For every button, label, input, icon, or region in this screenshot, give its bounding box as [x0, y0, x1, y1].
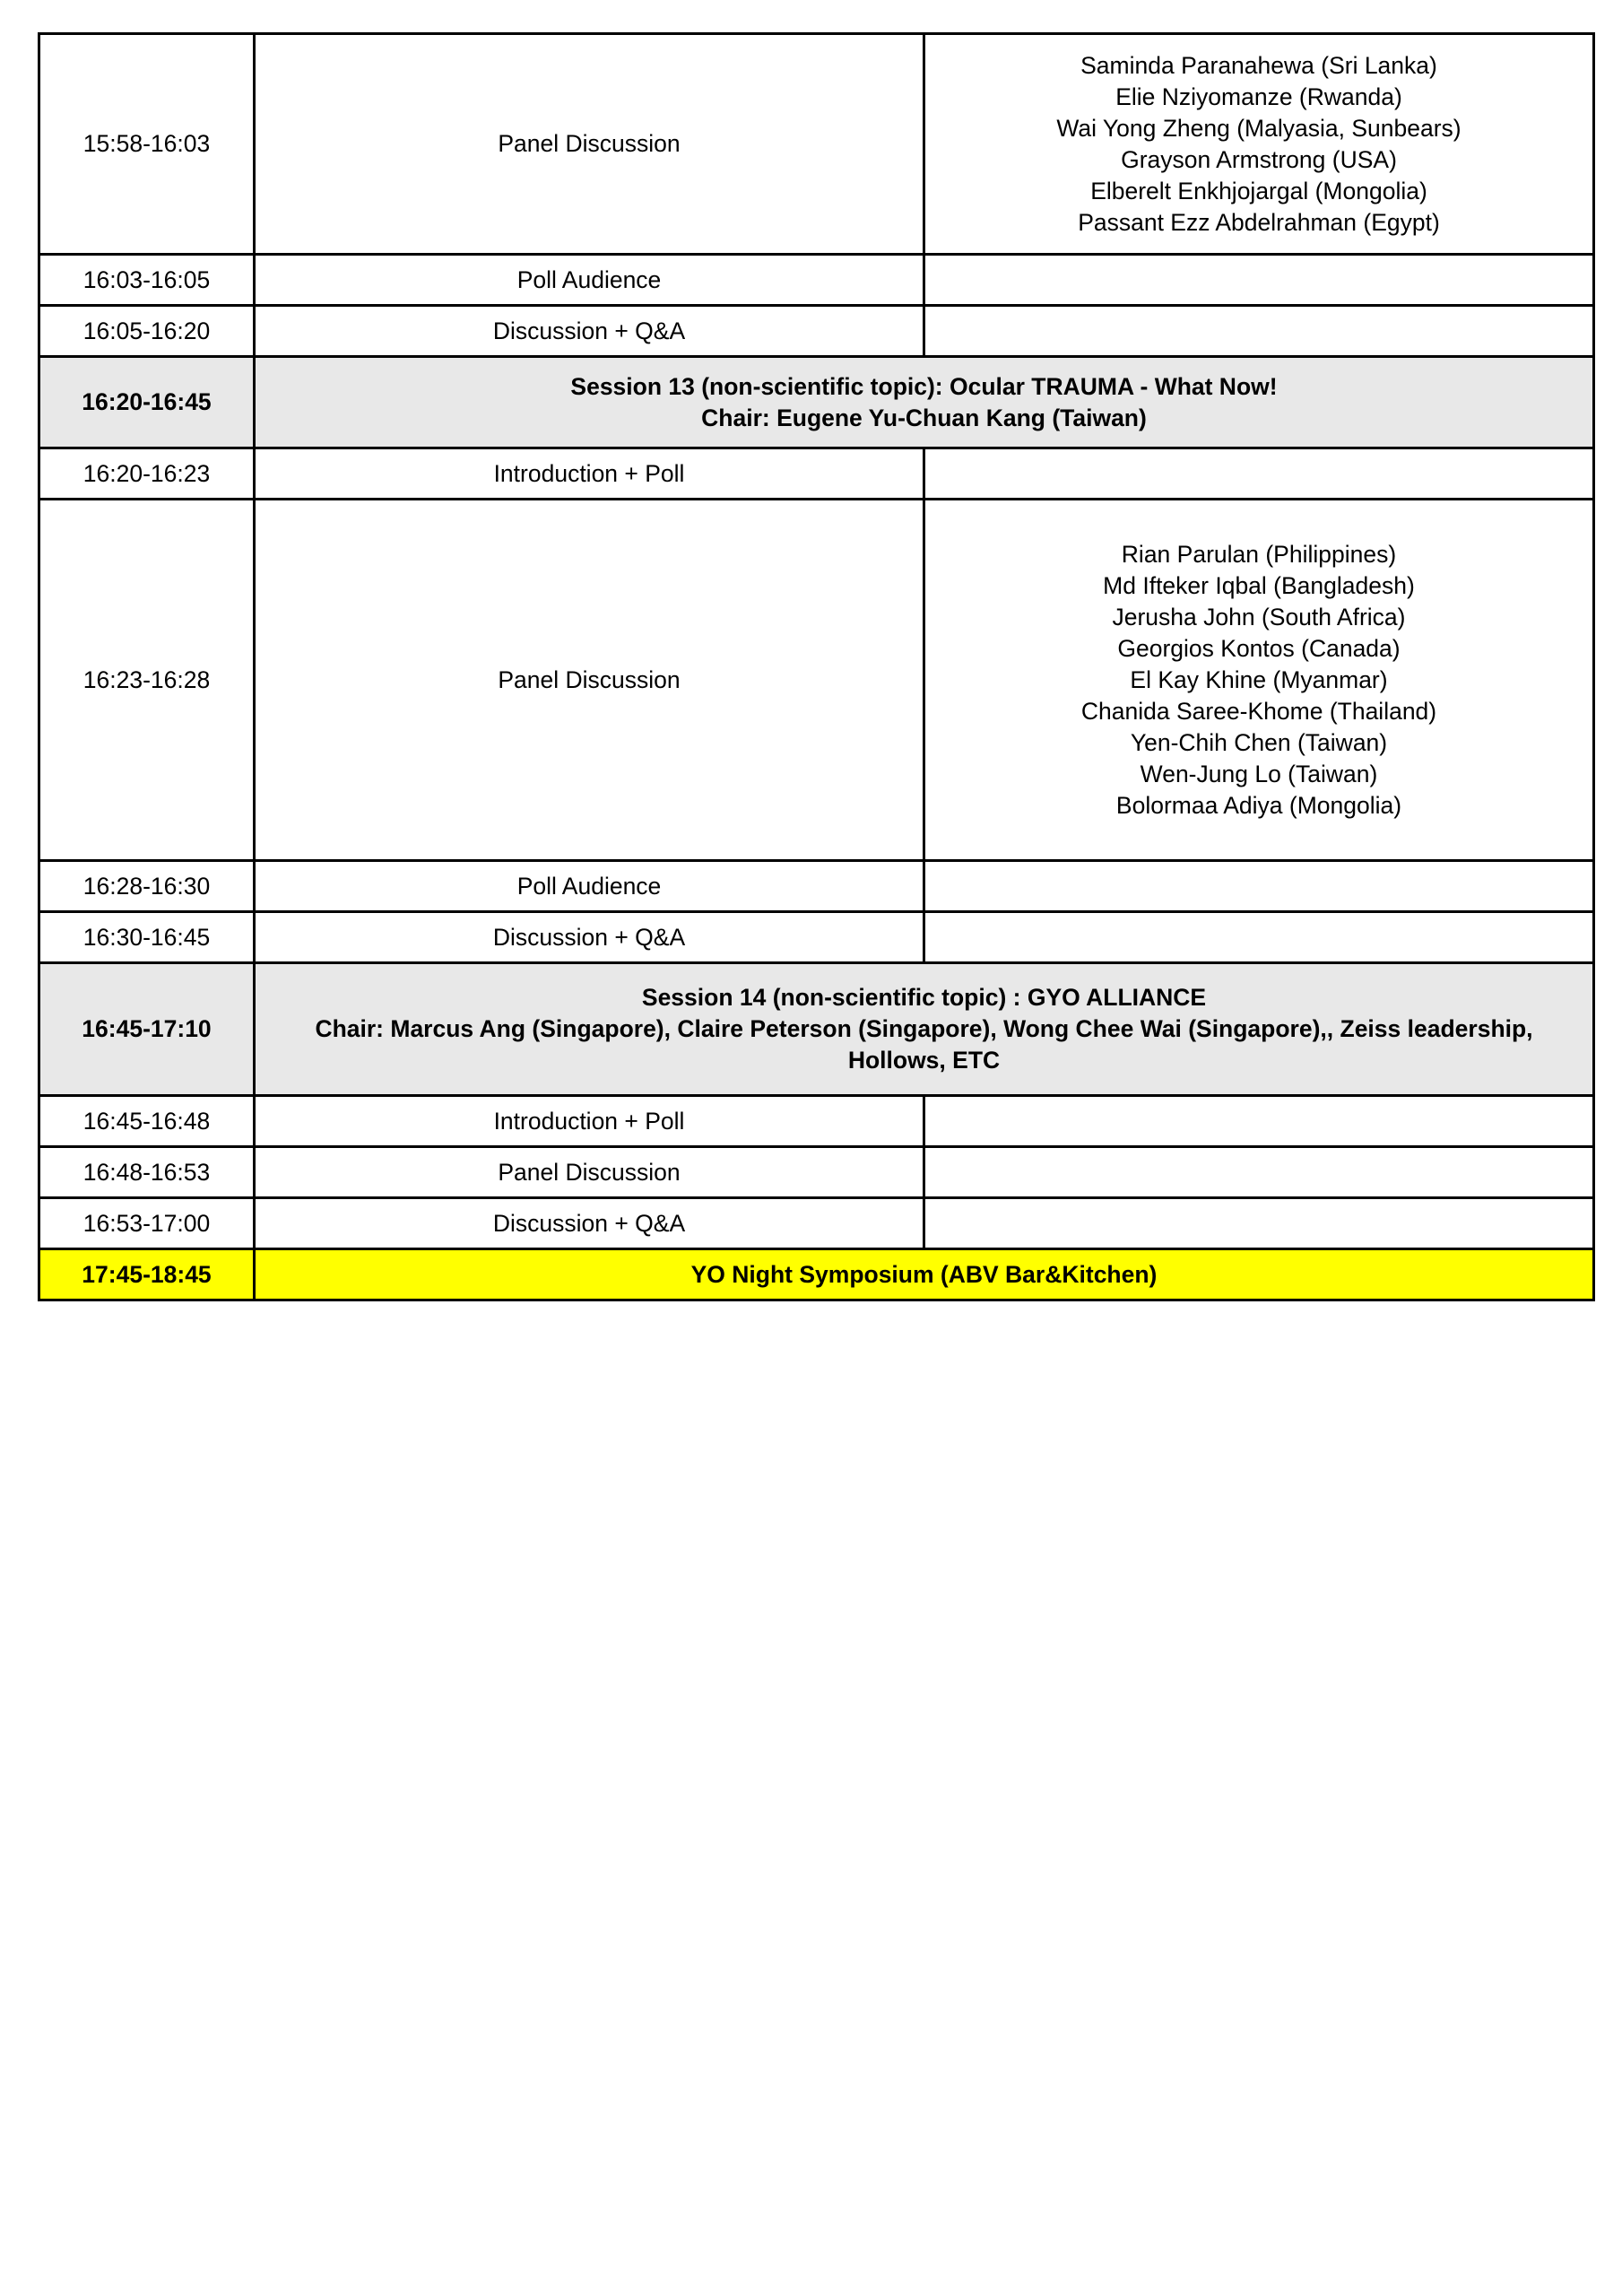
schedule-body	[39, 34, 1594, 1300]
time-cell: 16:20-16:45	[39, 357, 255, 448]
time-cell: 16:20-16:23	[39, 448, 255, 500]
speaker-name: Georgios Kontos (Canada)	[1117, 634, 1401, 662]
speakers-cell	[924, 306, 1594, 357]
speaker-name: Wai Yong Zheng (Malyasia, Sunbears)	[1056, 114, 1462, 142]
speakers-cell	[924, 448, 1594, 500]
time-cell: 15:58-16:03	[39, 34, 255, 255]
speakers-cell	[924, 1198, 1594, 1249]
speaker-name: Rian Parulan (Philippines)	[1121, 540, 1397, 568]
time-cell: 16:30-16:45	[39, 912, 255, 963]
event-row	[39, 1249, 1594, 1300]
session-title-cell	[255, 357, 1594, 448]
time-cell: 16:28-16:30	[39, 861, 255, 912]
table-row	[39, 1147, 1594, 1198]
speaker-name: Grayson Armstrong (USA)	[1121, 145, 1397, 173]
activity-cell: Discussion + Q&A	[255, 306, 924, 357]
table-row	[39, 1096, 1594, 1147]
speakers-cell	[924, 1147, 1594, 1198]
session-header-row	[39, 963, 1594, 1096]
session-title-line: Chair: Marcus Ang (Singapore), Claire Peterson (Singapore), Wong Chee Wai (Singapore),, Zeiss leadership,	[315, 1015, 1533, 1042]
activity-cell: Discussion + Q&A	[255, 912, 924, 963]
table-row	[39, 912, 1594, 963]
activity-cell: Discussion + Q&A	[255, 1198, 924, 1249]
activity-cell: Panel Discussion	[255, 34, 924, 255]
session-title-cell	[255, 963, 1594, 1096]
activity-cell: Poll Audience	[255, 861, 924, 912]
session-title-line: Chair: Eugene Yu-Chuan Kang (Taiwan)	[701, 404, 1147, 431]
session-header-row	[39, 357, 1594, 448]
table-row	[39, 34, 1594, 255]
speaker-name: Wen-Jung Lo (Taiwan)	[1140, 760, 1378, 787]
speaker-name: Jerusha John (South Africa)	[1112, 603, 1406, 631]
speakers-cell	[924, 912, 1594, 963]
speakers-cell	[924, 500, 1594, 861]
speaker-name: Elie Nziyomanze (Rwanda)	[1115, 83, 1402, 110]
activity-cell: Poll Audience	[255, 255, 924, 306]
table-row	[39, 500, 1594, 861]
event-title: YO Night Symposium (ABV Bar&Kitchen)	[690, 1260, 1158, 1288]
time-cell: 16:05-16:20	[39, 306, 255, 357]
speaker-name: Md Ifteker Iqbal (Bangladesh)	[1103, 571, 1415, 599]
table-row	[39, 255, 1594, 306]
session-title-line: Session 14 (non-scientific topic) : GYO ALLIANCE	[641, 984, 1207, 1011]
table-row	[39, 1198, 1594, 1249]
time-cell: 16:53-17:00	[39, 1198, 255, 1249]
activity-cell: Introduction + Poll	[255, 448, 924, 500]
session-title-line: Hollows, ETC	[847, 1047, 1001, 1074]
schedule-table	[38, 32, 1595, 1301]
activity-cell: Introduction + Poll	[255, 1096, 924, 1147]
table-row	[39, 861, 1594, 912]
speaker-name: Chanida Saree-Khome (Thailand)	[1080, 697, 1437, 725]
time-cell: 17:45-18:45	[39, 1249, 255, 1300]
time-cell: 16:45-17:10	[39, 963, 255, 1096]
speaker-name: Passant Ezz Abdelrahman (Egypt)	[1078, 208, 1440, 236]
speakers-cell	[924, 1096, 1594, 1147]
session-title-line: Session 13 (non-scientific topic): Ocular TRAUMA - What Now!	[570, 372, 1278, 400]
event-title-cell	[255, 1249, 1594, 1300]
activity-cell: Panel Discussion	[255, 500, 924, 861]
time-cell: 16:45-16:48	[39, 1096, 255, 1147]
speaker-name: El Kay Khine (Myanmar)	[1130, 665, 1388, 693]
activity-cell: Panel Discussion	[255, 1147, 924, 1198]
time-cell: 16:03-16:05	[39, 255, 255, 306]
speaker-name: Bolormaa Adiya (Mongolia)	[1115, 791, 1402, 819]
speaker-name: Elberelt Enkhjojargal (Mongolia)	[1090, 177, 1427, 204]
table-row	[39, 306, 1594, 357]
speakers-cell	[924, 34, 1594, 255]
speaker-name: Saminda Paranahewa (Sri Lanka)	[1080, 51, 1437, 79]
speaker-name: Yen-Chih Chen (Taiwan)	[1130, 728, 1388, 756]
time-cell: 16:23-16:28	[39, 500, 255, 861]
time-cell: 16:48-16:53	[39, 1147, 255, 1198]
speakers-cell	[924, 861, 1594, 912]
table-row	[39, 448, 1594, 500]
speakers-cell	[924, 255, 1594, 306]
